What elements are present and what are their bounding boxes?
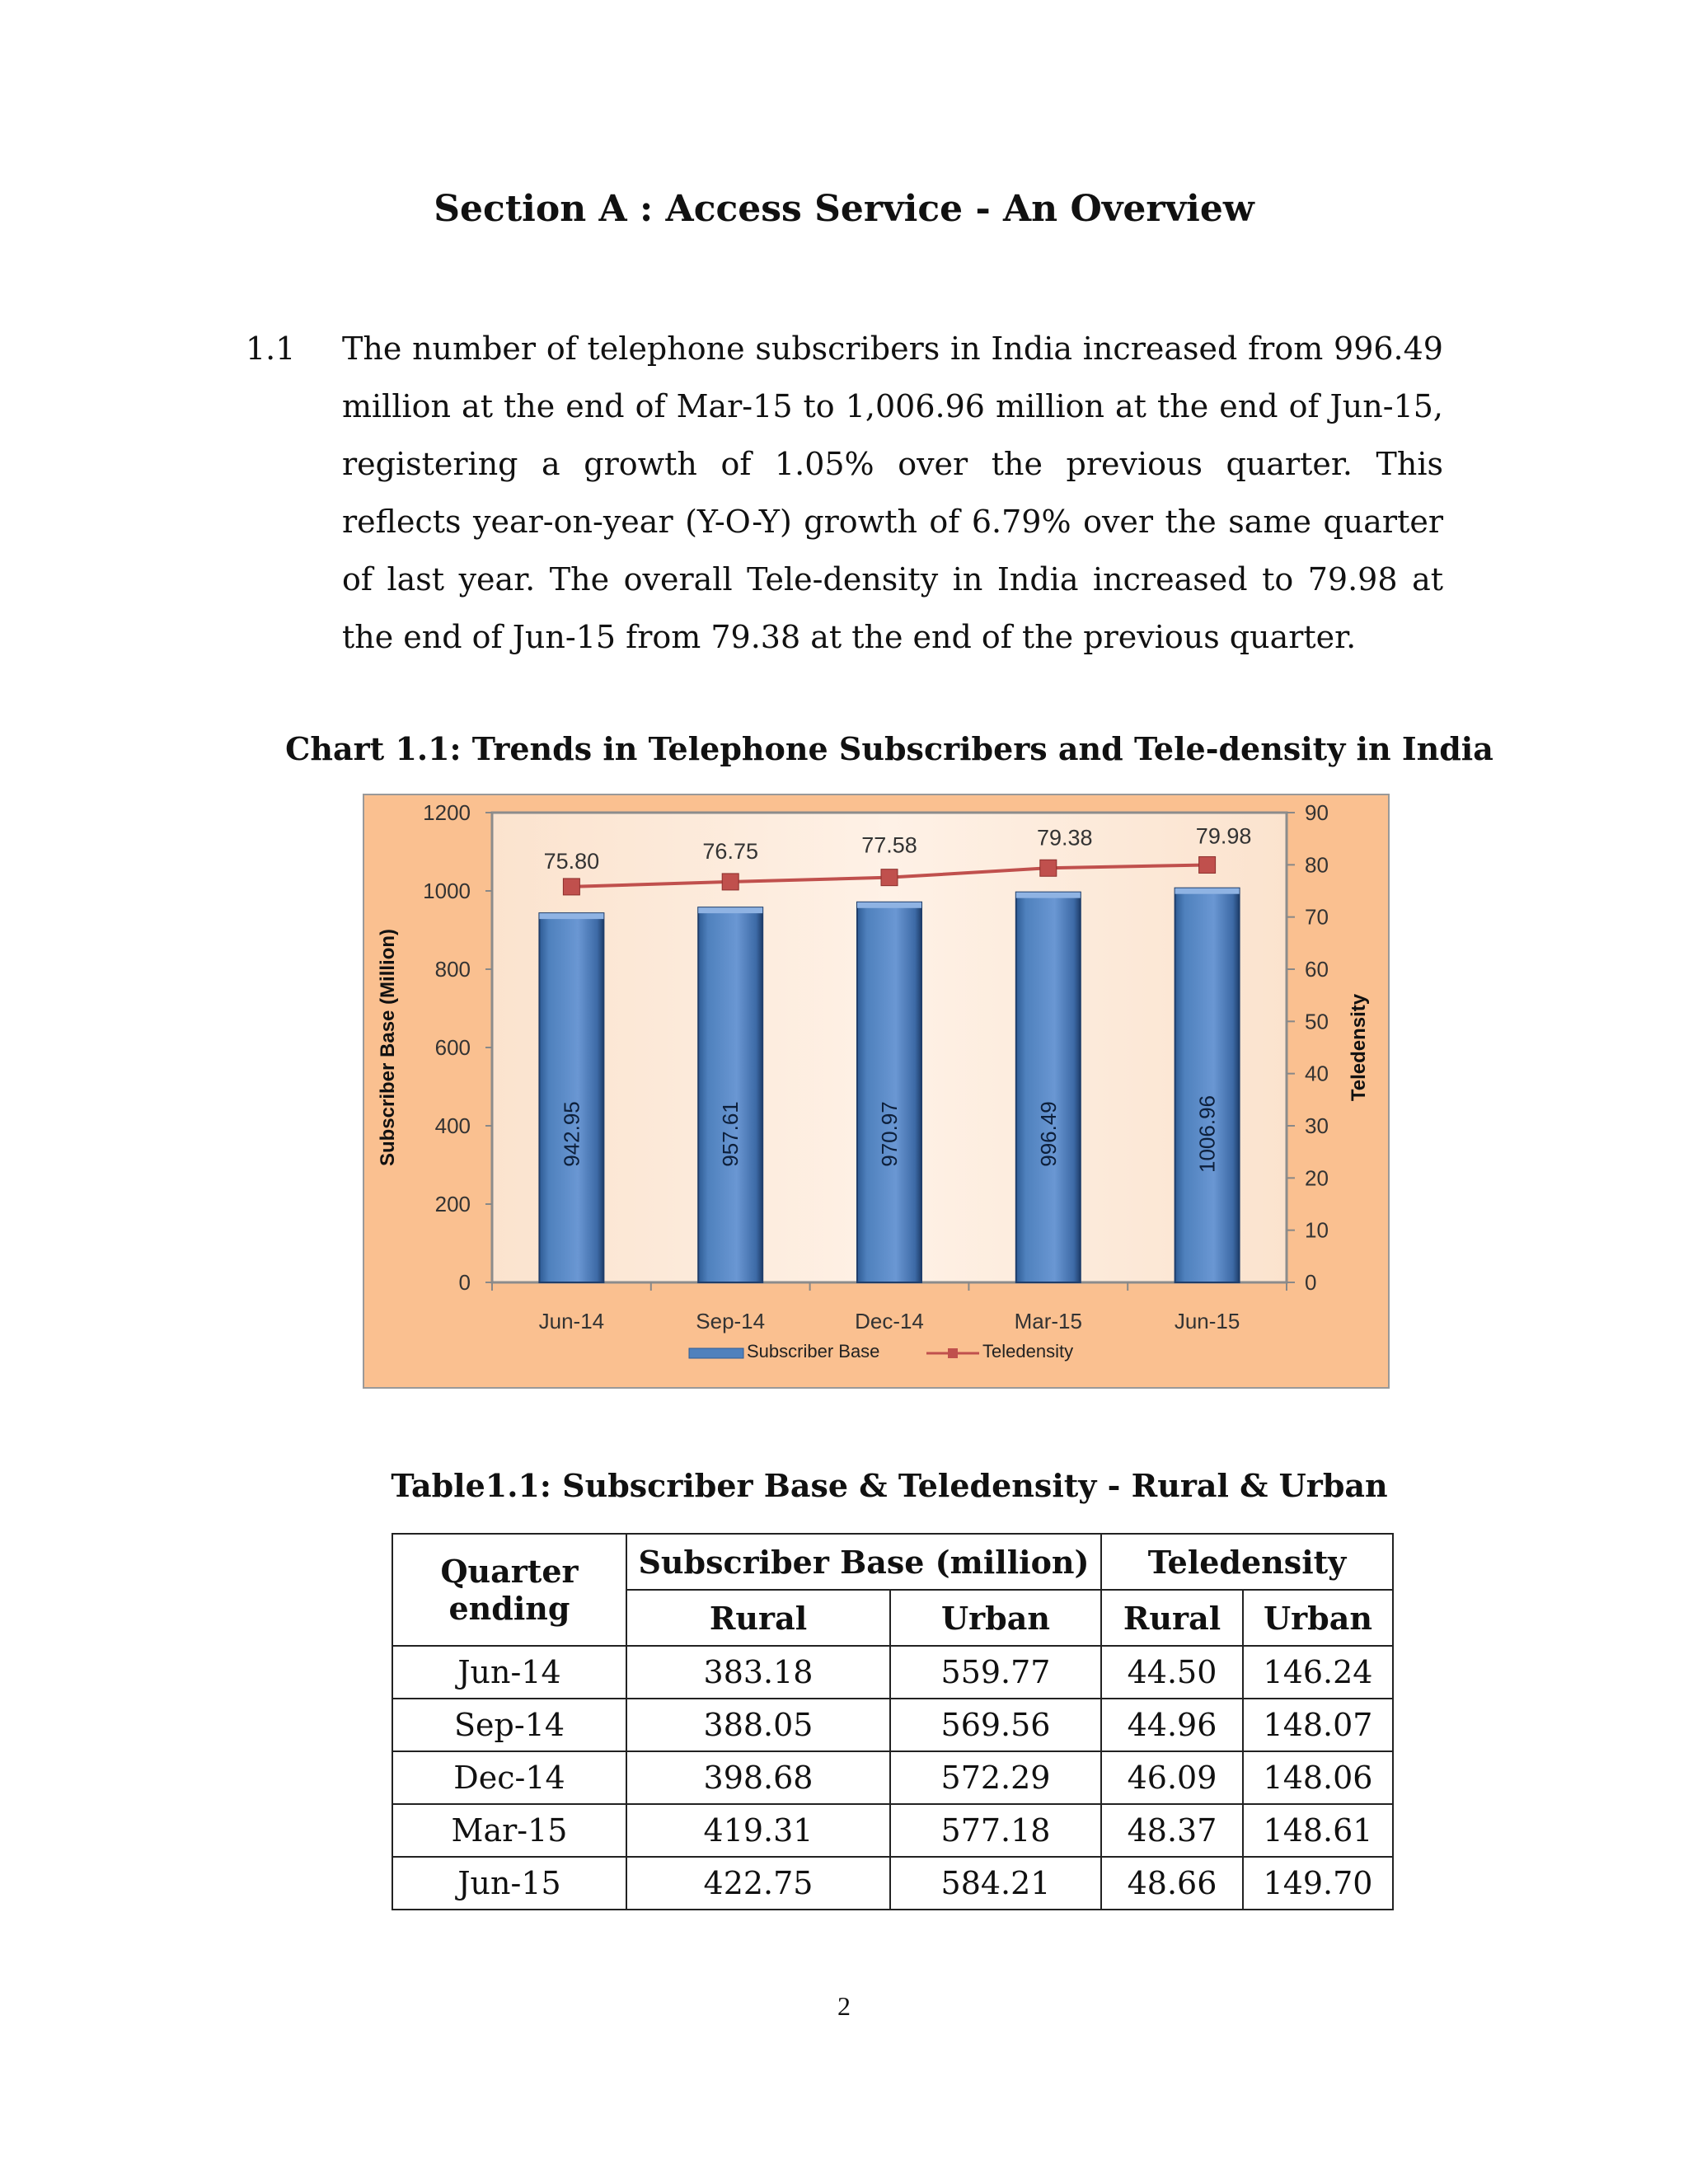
x-tick-label: Jun-15: [1174, 1309, 1240, 1333]
header-teledensity-rural: Rural: [1101, 1590, 1243, 1646]
y2-axis-label: Teledensity: [1348, 993, 1370, 1102]
section-title: Section A : Access Service - An Overview: [434, 188, 1254, 230]
y2-tick-label: 90: [1305, 800, 1329, 825]
cell-teledensity-rural: 48.37: [1101, 1804, 1243, 1857]
y2-tick-label: 20: [1305, 1165, 1329, 1191]
bar-top-highlight: [1016, 893, 1081, 898]
header-subscriber-urban: Urban: [890, 1590, 1101, 1646]
paragraph-number: 1.1: [246, 330, 296, 367]
bar-top-highlight: [698, 907, 762, 913]
line-value-label: 79.38: [1037, 825, 1093, 851]
y2-tick-label: 10: [1305, 1217, 1329, 1243]
legend-marker-teledensity: [948, 1348, 958, 1358]
cell-teledensity-rural: 46.09: [1101, 1751, 1243, 1804]
cell-teledensity-rural: 44.96: [1101, 1699, 1243, 1751]
y2-tick-label: 50: [1305, 1009, 1329, 1034]
legend-label-subscriber-base: Subscriber Base: [747, 1341, 880, 1361]
cell-subscriber-rural: 383.18: [626, 1646, 890, 1699]
header-subscriber-rural: Rural: [626, 1590, 890, 1646]
y-tick-label: 1000: [423, 879, 471, 903]
table-row: [392, 1699, 1393, 1751]
cell-quarter: Jun-15: [392, 1857, 626, 1910]
bar-value-label: 942.95: [559, 1101, 584, 1167]
table-row: [392, 1646, 1393, 1699]
y2-tick-label: 80: [1305, 852, 1329, 878]
cell-subscriber-urban: 559.77: [890, 1646, 1101, 1699]
cell-teledensity-rural: 44.50: [1101, 1646, 1243, 1699]
paragraph-text: The number of telephone subscribers in India increased from 996.49 million at the end of Mar-15 to 1,006.96 million at the end of Jun-15, registering a growth of 1.05% over the previous quarter. This reflects year-on-year (Y-O-Y) growth of 6.79% over the same quarter of last year. The overall Tele-density in India increased to 79.98 at the end of Jun-15 from 79.38 at the end of the previous quarter.: [342, 330, 1443, 655]
cell-quarter: Dec-14: [392, 1751, 626, 1804]
x-tick-label: Jun-14: [538, 1309, 605, 1333]
cell-subscriber-urban: 584.21: [890, 1857, 1101, 1910]
chart-title: Chart 1.1: Trends in Telephone Subscribers and Tele-density in India: [285, 730, 1493, 767]
bar-subscriber-base: [1175, 888, 1240, 1282]
y2-tick-label: 60: [1305, 957, 1329, 982]
cell-teledensity-urban: 148.61: [1243, 1804, 1393, 1857]
bar-subscriber-base: [1016, 893, 1081, 1282]
y2-tick-label: 0: [1305, 1270, 1317, 1295]
bar-subscriber-base: [857, 902, 921, 1282]
point-teledensity: [1199, 856, 1216, 873]
bar-top-highlight: [857, 902, 921, 908]
cell-quarter: Mar-15: [392, 1804, 626, 1857]
cell-subscriber-urban: 577.18: [890, 1804, 1101, 1857]
bar-value-label: 957.61: [718, 1101, 743, 1167]
table-title: Table1.1: Subscriber Base & Teledensity - Rural & Urban: [391, 1467, 1388, 1504]
cell-teledensity-urban: 148.07: [1243, 1699, 1393, 1751]
y-tick-label: 0: [458, 1270, 471, 1295]
bar-value-label: 970.97: [877, 1101, 902, 1167]
cell-teledensity-urban: 148.06: [1243, 1751, 1393, 1804]
point-teledensity: [563, 879, 579, 895]
line-value-label: 79.98: [1195, 823, 1252, 849]
cell-quarter: Jun-14: [392, 1646, 626, 1699]
line-value-label: 75.80: [543, 848, 600, 874]
line-value-label: 76.75: [702, 838, 758, 864]
legend-label-teledensity: Teledensity: [982, 1341, 1074, 1361]
y-tick-label: 400: [434, 1113, 471, 1138]
bar-value-label: 1006.96: [1194, 1095, 1220, 1173]
x-tick-label: Sep-14: [696, 1309, 766, 1333]
bar-subscriber-base: [698, 907, 762, 1282]
bar-top-highlight: [539, 913, 603, 919]
cell-subscriber-urban: 569.56: [890, 1699, 1101, 1751]
table-row: [392, 1751, 1393, 1804]
cell-teledensity-urban: 149.70: [1243, 1857, 1393, 1910]
cell-quarter: Sep-14: [392, 1699, 626, 1751]
y-tick-label: 600: [434, 1035, 471, 1060]
header-subscriber-base: Subscriber Base (million): [626, 1534, 1101, 1590]
table-row: [392, 1857, 1393, 1910]
point-teledensity: [881, 869, 898, 886]
bar-value-label: 996.49: [1035, 1101, 1061, 1167]
bar-top-highlight: [1175, 888, 1240, 894]
header-quarter-ending: Quarter ending: [392, 1534, 626, 1646]
y-tick-label: 800: [434, 957, 471, 982]
cell-teledensity-urban: 146.24: [1243, 1646, 1393, 1699]
cell-teledensity-rural: 48.66: [1101, 1857, 1243, 1910]
y-tick-label: 1200: [423, 800, 471, 825]
table-row: [392, 1804, 1393, 1857]
x-tick-label: Dec-14: [855, 1309, 924, 1333]
subscriber-teledensity-table: [392, 1533, 1394, 1910]
line-value-label: 77.58: [861, 832, 917, 858]
point-teledensity: [1040, 860, 1057, 876]
cell-subscriber-rural: 398.68: [626, 1751, 890, 1804]
page-number: 2: [837, 1991, 851, 2021]
cell-subscriber-rural: 388.05: [626, 1699, 890, 1751]
y-axis-label: Subscriber Base (Million): [377, 928, 399, 1167]
y-tick-label: 200: [434, 1192, 471, 1216]
bar-subscriber-base: [539, 913, 603, 1282]
header-teledensity-urban: Urban: [1243, 1590, 1393, 1646]
cell-subscriber-rural: 419.31: [626, 1804, 890, 1857]
x-tick-label: Mar-15: [1014, 1309, 1082, 1333]
y2-tick-label: 30: [1305, 1113, 1329, 1138]
cell-subscriber-urban: 572.29: [890, 1751, 1101, 1804]
subscriber-teledensity-chart: [363, 794, 1390, 1389]
y2-tick-label: 40: [1305, 1061, 1329, 1086]
header-teledensity: Teledensity: [1101, 1534, 1393, 1590]
cell-subscriber-rural: 422.75: [626, 1857, 890, 1910]
y2-tick-label: 70: [1305, 904, 1329, 930]
point-teledensity: [722, 874, 738, 890]
legend-swatch-subscriber-base: [689, 1348, 743, 1358]
